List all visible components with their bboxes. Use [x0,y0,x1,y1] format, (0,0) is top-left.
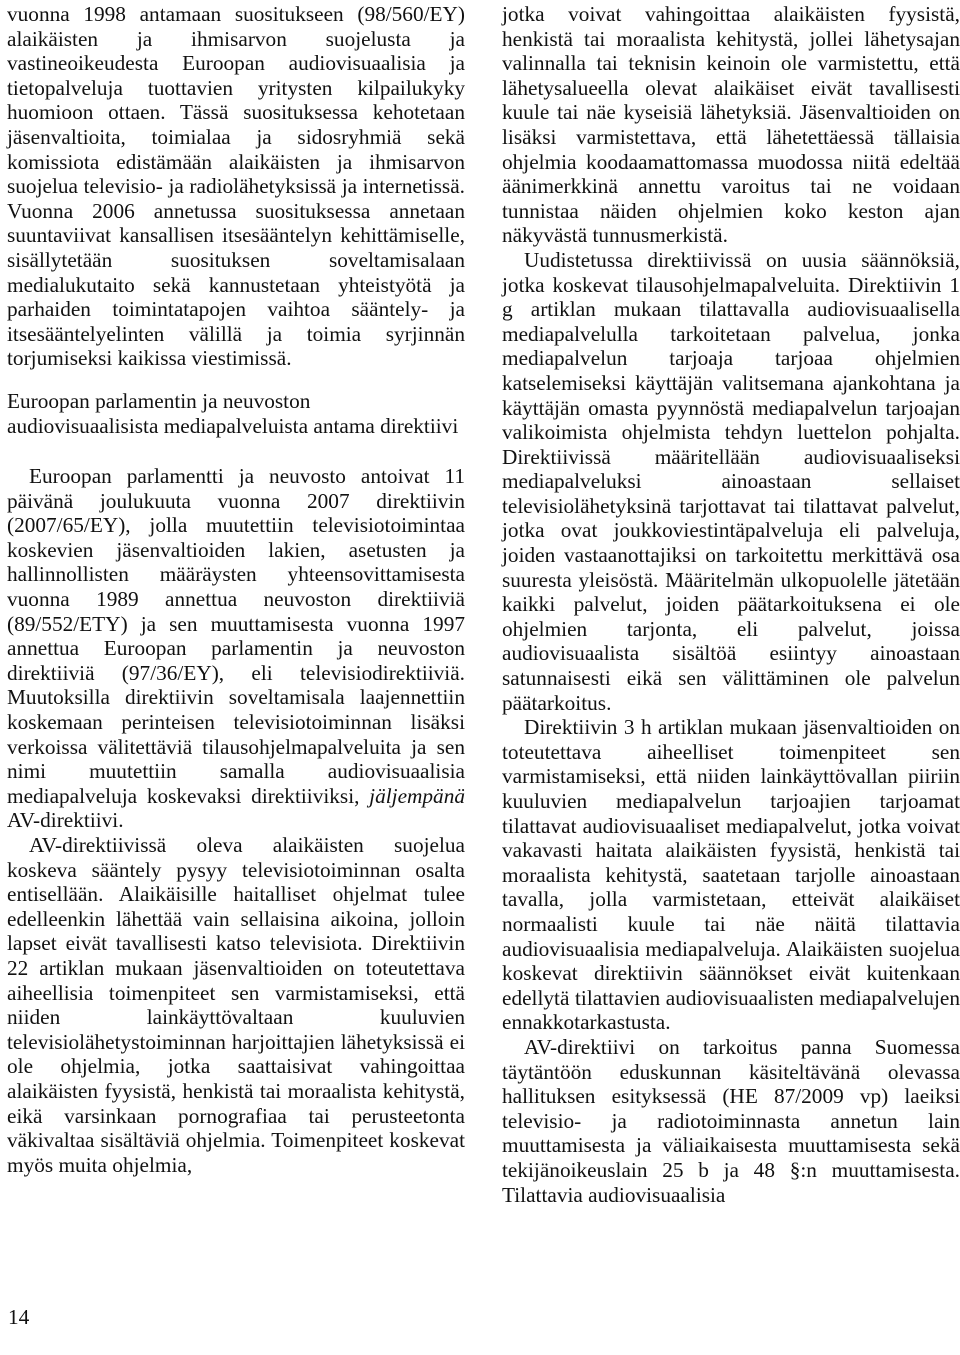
paragraph: AV-direktiivi on tarkoitus panna Suomessa täytäntöön eduskunnan käsiteltävänä olevassa hallituksen esityksessä (HE 87/2009 vp) laeiksi televisio- ja radiotoiminnasta annetun lain muuttamisesta ja väliaikaisesta muuttamisesta sekä tekijänoikeuslain 25 b ja 48 §:n muuttamisesta. Tilattavia audiovisuaalisia [502,1034,960,1207]
page-number: 14 [8,1305,30,1329]
paragraph: Direktiivin 3 h artiklan mukaan jäsenvaltioiden on toteutettava aiheelliset toimenpiteet sen varmistamiseksi, että niiden lainkäyttövallan piiriin kuuluvien mediapalvelun tarjoajien tarjoamat tilattavat audiovisuaaliset mediapalvelut, jotka voivat vakavasti haitata alaikäisten fyysistä, henkistä tai moraalista kehitystä, saatetaan tarjolle ainoastaan tavalla, jolla varmistetaan, etteivät alaikäiset normaalisti kuule tai näe näitä tilattavia audiovisuaalisia mediapalveluja. Alaikäisten suojelua koskevat direktiivin säännökset eivät kuitenkaan edellytä tilattavien audiovisuaalisten mediapalvelujen ennakkotarkastusta. [502,715,960,1035]
section-heading: Euroopan parlamentin ja neuvoston audiovisuaalisista mediapalveluista antama direktiivi [7,388,459,438]
paragraph [7,464,465,833]
paragraph-text: Euroopan parlamentti ja neuvosto antoivat 11 päivänä joulukuuta vuonna 2007 direktiivin (2007/65/EY), jolla muutettiin televisiotoimintaa koskevien jäsenvaltioiden lakien, asetusten ja hallinnollisten määräysten yhteensovittamisesta vuonna 1989 annettua neuvoston direktiiviä (89/552/ETY) ja sen muuttamisesta vuonna 1997 annettua Euroopan parlamentin ja neuvoston direktiiviä (97/36/EY), eli televisiodirektiiviä. Muutoksilla direktiivin soveltamisala laajennettiin koskemaan perinteisen televisiotoiminnan lisäksi verkoissa välitettäviä tilausohjelmapalveluita ja sen nimi muutettiin samalla audiovisuaalisia mediapalveluja koskevaksi direktiiviksi, [7,464,465,808]
right-column [502,2,960,1207]
paragraph: vuonna 1998 antamaan suositukseen (98/560/EY) alaikäisten ja ihmisarvon suojelusta ja vastineoikeudesta Euroopan audiovisuaalisia ja tietopalveluja tuottavien yritysten kilpailukyky huomioon ottaen. Tässä suosituksessa kehotetaan jäsenvaltioita, toimialaa ja sidosryhmiä sekä komissiota edistämään alaikäisten ja ihmisarvon suojelua televisio- ja radiolähetyksissä ja internetissä. Vuonna 2006 annetussa suosituksessa annetaan suuntaviivat kansallisen itsesääntelyn kehittämiselle, sisällytetään suosituksen soveltamisalaan medialukutaito sekä kannustetaan yhteistyötä ja parhaiden toimintatapojen vaihtoa sääntely- ja itsesääntelyelinten välillä ja toimia syrjinnän torjumiseksi kaikissa viestimissä. [7,2,465,371]
paragraph: Uudistetussa direktiivissä on uusia säännöksiä, jotka koskevat tilausohjelmapalveluita. Direktiivin 1 g artiklan mukaan tilattavalla audiovisuaalisella mediapalvelulla tarkoitetaan palvelua, jonka mediapalvelun tarjoaja tarjoaa ohjelmien katselemiseksi käyttäjän valitsemana ajankohtana ja käyttäjän omasta pyynnöstä mediapalvelun tarjoajan valikoimista ohjelmista tehdyn luettelon pohjalta. Direktiivissä määritellään audiovisuaaliseksi mediapalveluksi ainoastaan sellaiset televisiolähetyksinä tarjottavat tai tilattavat palvelut, jotka ovat joukkoviestintäpalveluja eli palveluja, joiden vastaanottajiksi on tarkoitettu merkittävä osa suuresta yleisöstä. Määritelmän ulkopuolelle jätetään kaikki palvelut, joiden päätarkoituksena ei ole ohjelmien tarjonta, eli palvelut, joissa audiovisuaalista sisältöä esiintyy ainoastaan satunnaisesti eikä sen välittäminen ole palvelun päätarkoitus. [502,247,960,715]
paragraph-text: AV-direktiivi. [7,808,124,833]
paragraph: jotka voivat vahingoittaa alaikäisten fyysistä, henkistä tai moraalista kehitystä, jollei lähetysajan valinnalla tai teknisin keinoin ole varmistettu, että lähetysalueella olevat alaikäiset eivät tavallisesti kuule tai näe kyseisiä lähetyksiä. Jäsenvaltioiden on lisäksi varmistettava, että lähetettäessä tällaisia ohjelmia koodaamattomassa muodossa niitä edeltää äänimerkkinä annettu varoitus tai ne voidaan tunnistaa näiden ohjelmien koko keston ajan näkyvästä tunnusmerkistä. [502,2,960,248]
left-column [7,2,465,1177]
paragraph: AV-direktiivissä oleva alaikäisten suojelua koskeva sääntely pysyy televisiotoiminnan osalta entisellään. Alaikäisille haitalliset ohjelmat tulee edelleenkin lähettää vain sellaisina aikoina, jolloin lapset eivät tavallisesti katso televisiota. Direktiivin 22 artiklan mukaan jäsenvaltioiden on toteutettava aiheellisia toimenpiteet sen varmistamiseksi, että niiden lainkäyttövaltaan kuuluvien televisiolähetystoiminnan harjoittajien lähetyksissä ei ole ohjelmia, jotka saattaisivat vahingoittaa alaikäisten fyysistä, henkistä tai moraalista kehitystä, eikä varsinkaan pornografiaa tai perusteetonta väkivaltaa sisältäviä ohjelmia. Toimenpiteet koskevat myös muita ohjelmia, [7,833,465,1177]
emphasis-text: jäljempänä [369,783,465,808]
